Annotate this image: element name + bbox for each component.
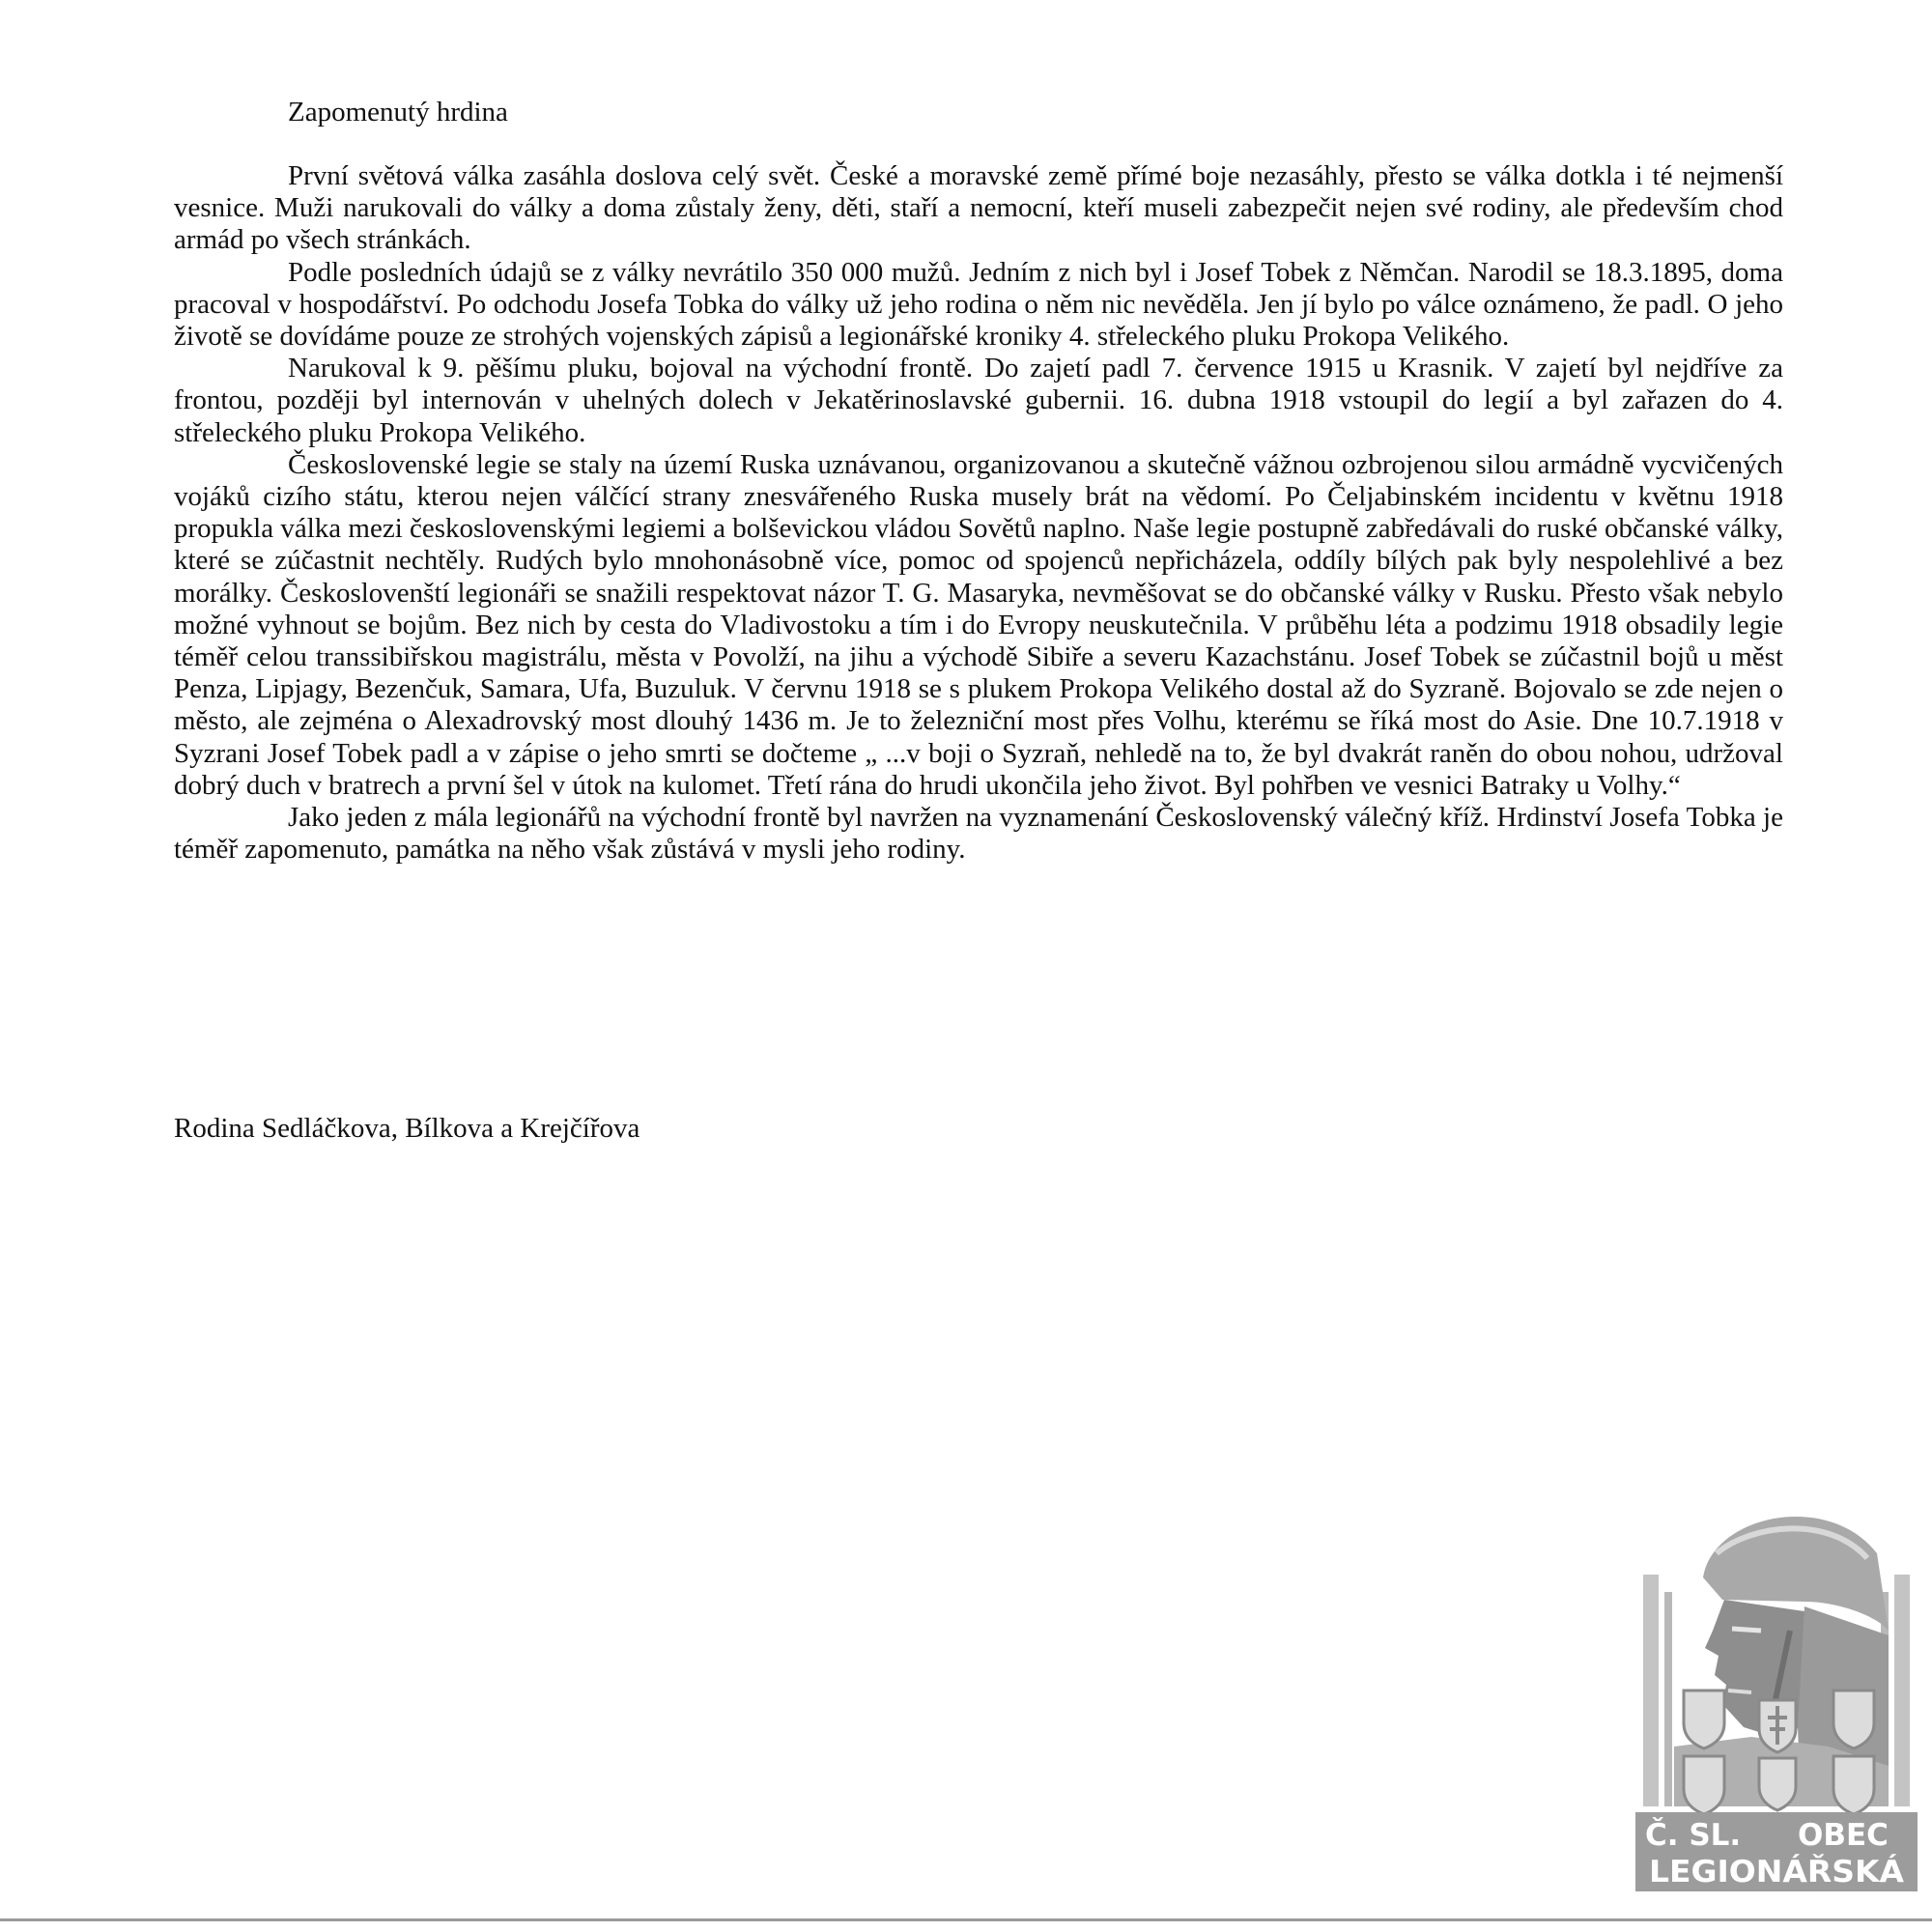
paragraph: První světová válka zasáhla doslova celý svět. České a moravské země přímé boje nezasáhly, přesto se válka dotkla i té nejmenší vesnice. Muži narukovali do války a doma zůstaly ženy, děti, staří a nemocní, kteří museli zabezpečit nejen své rodiny, ale především chod armád po všech stránkách. — [174, 160, 1783, 256]
legion-seal-logo — [1635, 1486, 1918, 1891]
paragraph: Podle posledních údajů se z války nevrátilo 350 000 mužů. Jedním z nich byl i Josef Tobek z Němčan. Narodil se 18.3.1895, doma pracoval v hospodářství. Po odchodu Josefa Tobka do války už jeho rodina o něm nic nevěděla. Jen jí bylo po válce oznámeno, že padl. O jeho životě se dovídáme pouze ze strohých vojenských zápisů a legionářské kroniky 4. střeleckého pluku Prokopa Velikého. — [174, 256, 1783, 353]
seal-line2: LEGIONÁŘSKÁ — [1649, 1855, 1904, 1889]
seal-line1-right: OBEC — [1798, 1818, 1889, 1853]
page-bottom-edge — [0, 1918, 1932, 1921]
document-title: Zapomenutý hrdina — [288, 97, 508, 128]
signature: Rodina Sedláčkova, Bílkova a Krejčířova — [174, 1113, 640, 1144]
document-body — [174, 160, 1783, 866]
paragraph: Narukoval k 9. pěšímu pluku, bojoval na východní frontě. Do zajetí padl 7. července 1915 u Krasnik. V zajetí byl nejdříve za frontou, později byl internován v uhelných dolech v Jekatěrinoslavské gubernii. 16. dubna 1918 vstoupil do legií a byl zařazen do 4. střeleckého pluku Prokopa Velikého. — [174, 353, 1783, 448]
paragraph: Československé legie se staly na území Ruska uznávanou, organizovanou a skutečně vážnou ozbrojenou silou armádně vycvičených vojáků cizího státu, kterou nejen válčící strany znesvářeného Ruska musely brát na vědomí. Po Čeljabinském incidentu v květnu 1918 propukla válka mezi československými legiemi a bolševickou vládou Sovětů naplno. Naše legie postupně zabředávali do ruské občanské války, které se zúčastnit nechtěly. Rudých bylo mnohonásobně více, pomoc od spojenců nepřicházela, oddíly bílých pak byly nespolehlivé a bez morálky. Českoslovenští legionáři se snažili respektovat názor T. G. Masaryka, nevměšovat se do občanské války v Rusku. Přesto však nebylo možné vyhnout se bojům. Bez nich by cesta do Vladivostoku a tím i do Evropy neuskutečnila. V průběhu léta a podzimu 1918 obsadily legie téměř celou transsibiřskou magistrálu, města v Povolží, na jihu a východě Sibiře a severu Kazachstánu. Josef Tobek se zúčastnil bojů u měst Penza, Lipjagy, Bezenčuk, Samara, Ufa, Buzuluk. V červnu 1918 se s plukem Prokopa Velikého dostal až do Syzraně. Bojovalo se zde nejen o město, ale zejména o Alexadrovský most dlouhý 1436 m. Je to železniční most přes Volhu, kterému se říká most do Asie. Dne 10.7.1918 v Syzrani Josef Tobek padl a v zápise o jeho smrti se dočteme „ ...v boji o Syzraň, nehledě na to, že byl dvakrát raněn do obou nohou, udržoval dobrý duch v bratrech a první šel v útok na kulomet. Třetí rána do hrudi ukončila jeho život. Byl pohřben ve vesnici Batraky u Volhy.“ — [174, 448, 1783, 801]
paragraph: Jako jeden z mála legionářů na východní frontě byl navržen na vyznamenání Československý válečný kříž. Hrdinství Josefa Tobka je téměř zapomenuto, památka na něho však zůstává v mysli jeho rodiny. — [174, 802, 1783, 866]
seal-line1-left: Č. SL. — [1645, 1818, 1742, 1853]
